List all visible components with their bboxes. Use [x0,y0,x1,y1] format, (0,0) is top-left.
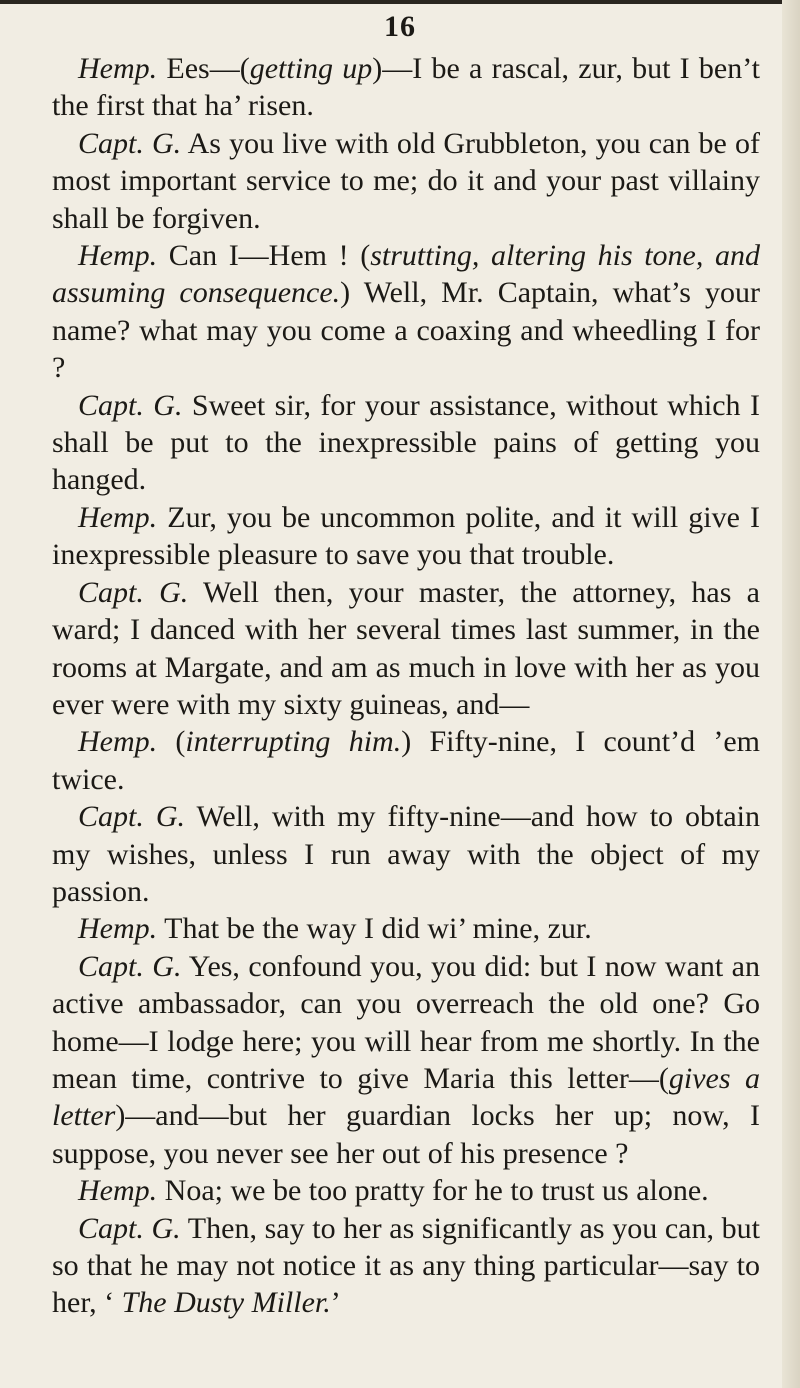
dialogue-text: Ees—( [157,52,250,85]
dialogue-text: )—and—but her guardian locks her up; now, I suppose, you never see her out of his presence ? [52,1099,760,1170]
speaker-name: Capt. G. [78,949,182,983]
dialogue-text: )—I be a rascal, zur, but I ben’t the first that ha’ risen. [52,52,760,123]
stage-direction: getting up [249,52,373,85]
dialogue-text: Yes, confound you, you did: but I now want an active ambassador, can you overreach the old one? Go home—I lodge here; you will hear from me shortly. In the mean time, contrive to give Maria this letter—( [52,949,760,1095]
dialogue-paragraph [52,50,760,125]
speaker-name: Capt. G. [78,388,183,422]
dialogue-text: Sweet sir, for your assistance, without which I shall be put to the inexpressible pains of getting you hanged. [52,388,760,497]
dialogue-text: Well, with my fifty-nine—and how to obtain my wishes, unless I run away with the object of my passion. [52,800,760,908]
dialogue-paragraph [52,387,760,499]
dialogue-text: Then, say to her as significantly as you can, but so that he may not notice it as any thing particular—say to her, ‘ [52,1211,760,1320]
dialogue-paragraph [52,948,760,1172]
dialogue-paragraph [52,574,760,724]
dialogue-paragraph [52,1210,760,1322]
dialogue-paragraph [52,1172,760,1209]
dialogue-text: ’ [330,1286,341,1320]
speaker-name: Hemp. [78,725,158,759]
stage-direction: gives a letter [52,1061,761,1133]
dialogue-text: Well then, your master, the attorney, has a ward; I danced with her several times last summer, in the rooms at Margate, and am as much in love with her as you ever were with my sixty guineas, and— [52,575,760,721]
speaker-name: Hemp. [78,1174,158,1208]
dialogue-text: ) Fifty-nine, I count’d ’em twice. [52,725,761,796]
dialogue-paragraph [52,798,760,910]
stage-direction: strutting, altering his tone, and assuming consequence. [52,239,760,310]
speaker-name: Capt. G. [78,126,182,160]
dialogue-text: Zur, you be uncommon polite, and it will give I inexpressible pleasure to save you that trouble. [52,500,760,572]
dialogue-paragraph [52,910,760,947]
page-number: 16 [384,10,416,43]
dialogue-paragraph [52,237,760,387]
speaker-name: Capt. G. [78,575,189,609]
page-edge [782,0,800,1388]
speaker-name: Capt. G. [78,1211,181,1245]
dialogue-paragraph [52,723,760,798]
dialogue-text: Can I—Hem ! ( [157,239,371,273]
speaker-name: Capt. G. [78,800,185,834]
dialogue-paragraph [52,499,760,574]
speaker-name: Hemp. [78,239,158,273]
speaker-name: Hemp. [78,52,158,85]
stage-direction: interrupting him. [185,725,402,759]
dialogue-text: ) Well, Mr. Captain, what’s your name? what may you come a coaxing and wheedling I for ? [52,276,760,385]
dialogue-text: ( [157,725,186,759]
dialogue-text: As you live with old Grubbleton, you can be of most important service to me; do it and your past villainy shall be forgiven. [52,126,760,235]
speaker-name: Hemp. [78,912,158,946]
top-rule [0,0,800,4]
speaker-name: Hemp. [78,500,158,534]
dialogue-text: Noa; we be too pratty for he to trust us alone. [157,1174,709,1208]
dialogue-paragraph [52,125,760,237]
dialogue-text: That be the way I did wi’ mine, zur. [157,912,592,946]
page-text [52,50,760,1322]
stage-direction: The Dusty Miller. [121,1286,331,1320]
